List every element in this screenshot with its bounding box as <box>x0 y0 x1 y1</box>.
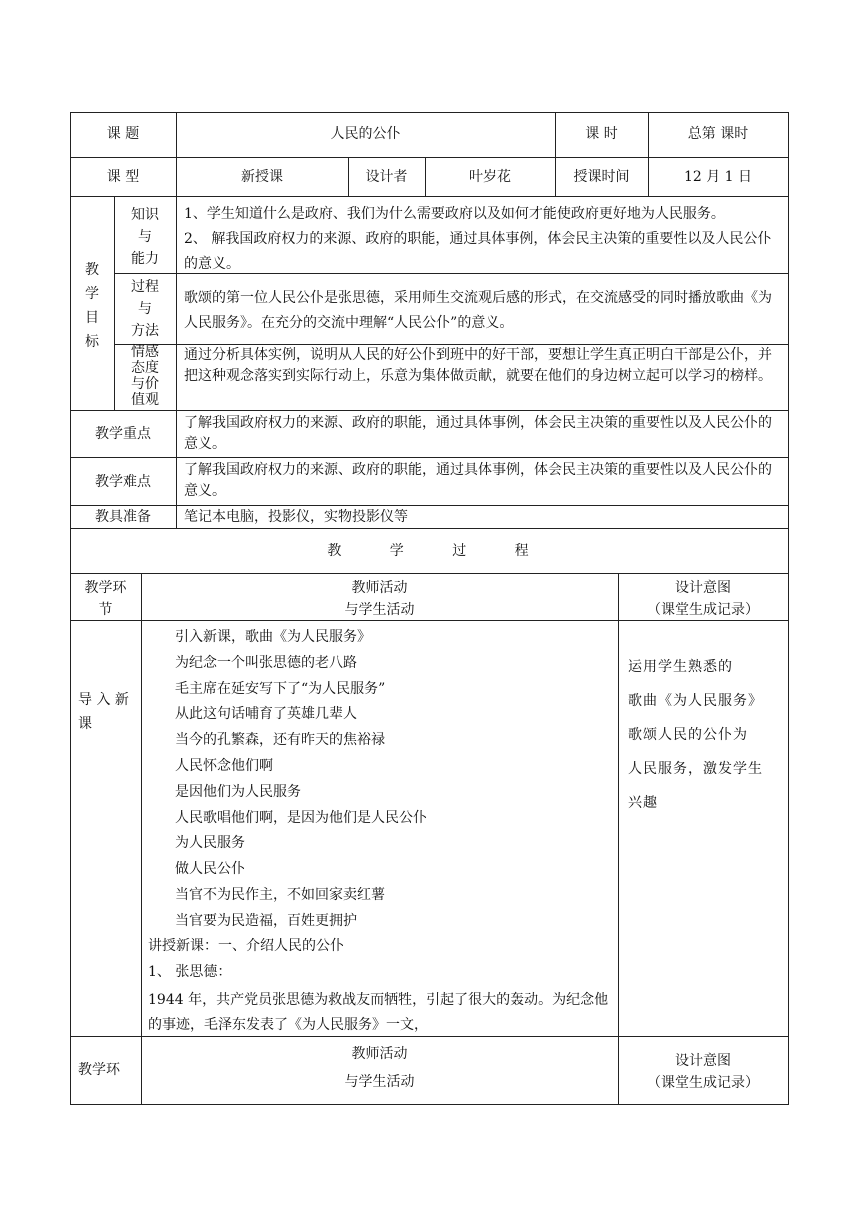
topic-value: 人民的公仆 <box>330 126 401 142</box>
song-line: 当今的孔繁森，还有昨天的焦裕禄 <box>175 732 385 749</box>
knowledge-label: 知识 与 能力 <box>131 207 159 267</box>
process-label: 过程 与 方法 <box>131 279 159 339</box>
repeat-activity-header: 教师活动 与学生活动 <box>344 1046 415 1090</box>
zhang-paragraph: 1944 年，共产党员张思德为救战友而牺牲，引起了很大的轰动。为纪念他的事迹，毛泽东发表了《为人民服务》一文， <box>148 992 609 1033</box>
intro-stage-label: 导 入 新 课 <box>78 692 129 732</box>
stage-header: 教学环 节 <box>84 580 127 618</box>
activity-header: 教师活动 与学生活动 <box>344 580 415 618</box>
song-line: 当官不为民作主，不如回家卖红薯 <box>175 886 385 903</box>
repeat-stage-header: 教学环 <box>78 1062 120 1078</box>
tools-label: 教具准备 <box>95 509 151 525</box>
objectives-label: 教 学 目 标 <box>85 262 99 350</box>
emotion-label: 情感 态度 与价 值观 <box>131 344 159 408</box>
knowledge-text-2: 2、 解我国政府权力的来源、政府的职能，通过具体事例，体会民主决策的重要性以及人民公仆的意义。 <box>184 231 772 272</box>
period-label: 课 时 <box>585 126 618 142</box>
emotion-text: 通过分析具体实例，说明从人民的好公仆到班中的好干部，要想让学生真正明白干部是公仆，并把这种观念落实到实际行动上，乐意为集体做贡献，就要在他们的身边树立起可以学习的榜样。 <box>184 347 772 384</box>
type-label: 课 型 <box>106 169 140 185</box>
key-points-label: 教学重点 <box>95 426 151 442</box>
song-line: 是因他们为人民服务 <box>175 783 301 800</box>
song-line: 当官要为民造福，百姓更拥护 <box>175 912 357 929</box>
song-line: 做人民公仆 <box>175 861 245 878</box>
tools-text: 笔记本电脑，投影仪，实物投影仪等 <box>184 509 408 525</box>
designer-label: 设计者 <box>365 169 408 185</box>
lecture-line: 讲授新课：一、介绍人民的公仆 <box>148 938 344 954</box>
difficult-points-text: 了解我国政府权力的来源、政府的职能，通过具体事例，体会民主决策的重要性以及人民公仆的意义。 <box>184 462 772 499</box>
knowledge-text-1: 1、学生知道什么是政府、我们为什么需要政府以及如何才能使政府更好地为人民服务。 <box>184 206 725 222</box>
time-label: 授课时间 <box>573 169 630 185</box>
song-line: 人民歌唱他们啊，是因为他们是人民公仆 <box>175 809 427 826</box>
type-value: 新授课 <box>241 169 283 185</box>
intent-header: 设计意图 （课堂生成记录） <box>647 580 759 618</box>
item-line: 1、 张思德： <box>148 964 232 980</box>
song-line: 从此这句话哺育了英雄几辈人 <box>175 706 357 723</box>
key-points-text: 了解我国政府权力的来源、政府的职能，通过具体事例，体会民主决策的重要性以及人民公仆的意义。 <box>184 415 772 452</box>
song-line: 毛主席在延安写下了“为人民服务” <box>175 680 386 697</box>
repeat-intent-header: 设计意图 （课堂生成记录） <box>647 1053 759 1091</box>
process-text: 歌颂的第一位人民公仆是张思德，采用师生交流观后感的形式，在交流感受的同时播放歌曲《为人民服务》。在充分的交流中理解“人民公仆”的意义。 <box>184 290 772 331</box>
difficult-points-label: 教学难点 <box>95 474 151 490</box>
song-lines <box>175 625 427 935</box>
song-line: 为人民服务 <box>175 835 245 852</box>
time-value: 12 月 1 日 <box>683 169 753 185</box>
song-line: 引入新课，歌曲《为人民服务》 <box>175 629 371 645</box>
period-value: 总第 课时 <box>687 126 749 142</box>
intro-intent: 运用学生熟悉的 歌曲《为人民服务》 歌颂人民的公仆为 人民服务，激发学生 兴趣 <box>628 659 763 811</box>
song-line: 人民怀念他们啊 <box>175 757 273 774</box>
topic-label: 课 题 <box>106 126 140 142</box>
process-title: 教 学 过 程 <box>327 543 531 559</box>
designer-value: 叶岁花 <box>469 169 511 185</box>
song-line: 为纪念一个叫张思德的老八路 <box>175 654 357 671</box>
